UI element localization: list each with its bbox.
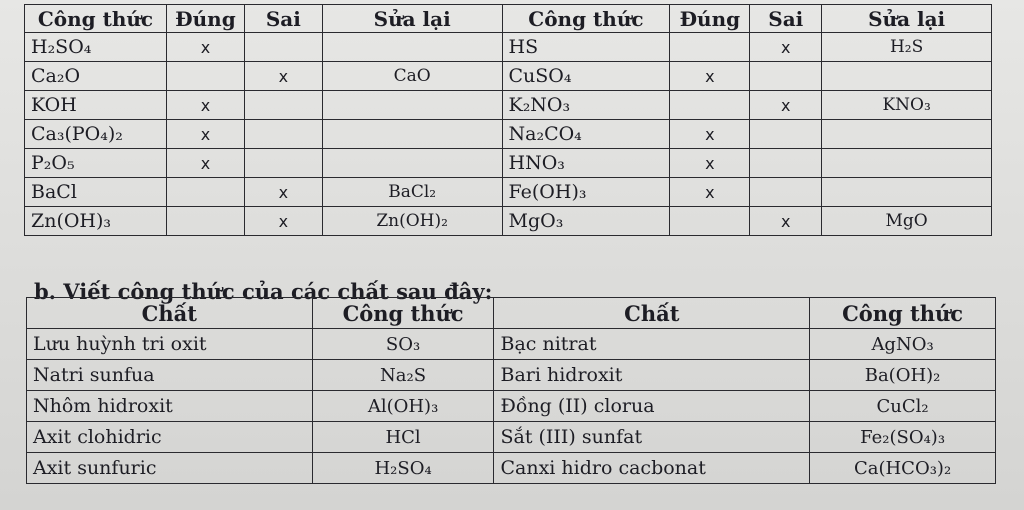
correction-cell bbox=[822, 178, 992, 207]
correct-mark bbox=[166, 178, 244, 207]
compound-formula-table bbox=[26, 297, 996, 484]
section-b-title: b. Viết công thức của các chất sau đây: bbox=[34, 279, 493, 304]
wrong-mark bbox=[750, 149, 822, 178]
wrong-mark: x bbox=[244, 207, 322, 236]
correction-cell: Zn(OH)₂ bbox=[322, 207, 502, 236]
header-wrong-right: Sai bbox=[750, 5, 822, 33]
table-row bbox=[25, 62, 992, 91]
header-fix-right: Sửa lại bbox=[822, 5, 992, 33]
table-row bbox=[27, 453, 996, 484]
correction-cell: CaO bbox=[322, 62, 502, 91]
substance-name: Đồng (II) clorua bbox=[494, 391, 810, 422]
correct-mark bbox=[670, 33, 750, 62]
wrong-mark bbox=[750, 62, 822, 91]
substance-formula: AgNO₃ bbox=[810, 329, 996, 360]
table-row bbox=[25, 33, 992, 62]
header-fix-left: Sửa lại bbox=[322, 5, 502, 33]
wrong-mark bbox=[750, 178, 822, 207]
correction-cell: BaCl₂ bbox=[322, 178, 502, 207]
wrong-mark: x bbox=[750, 91, 822, 120]
correct-mark: x bbox=[166, 91, 244, 120]
wrong-mark bbox=[244, 120, 322, 149]
wrong-mark bbox=[750, 120, 822, 149]
substance-formula: SO₃ bbox=[312, 329, 494, 360]
table-row bbox=[27, 360, 996, 391]
correction-cell bbox=[322, 149, 502, 178]
table-row bbox=[27, 329, 996, 360]
correct-mark: x bbox=[166, 149, 244, 178]
formula-cell: Fe(OH)₃ bbox=[502, 178, 670, 207]
table-row bbox=[25, 120, 992, 149]
table-row bbox=[27, 391, 996, 422]
table-header-row bbox=[25, 5, 992, 33]
formula-cell: Zn(OH)₃ bbox=[25, 207, 167, 236]
table-row bbox=[27, 422, 996, 453]
formula-cell: HS bbox=[502, 33, 670, 62]
wrong-mark bbox=[244, 149, 322, 178]
correction-cell bbox=[822, 149, 992, 178]
substance-name: Axit sunfuric bbox=[27, 453, 313, 484]
header-correct-right: Đúng bbox=[670, 5, 750, 33]
correction-cell bbox=[322, 120, 502, 149]
correct-mark bbox=[166, 62, 244, 91]
substance-formula: Na₂S bbox=[312, 360, 494, 391]
correct-mark: x bbox=[670, 178, 750, 207]
header-formula-right: Công thức bbox=[502, 5, 670, 33]
substance-name: Lưu huỳnh tri oxit bbox=[27, 329, 313, 360]
correction-cell bbox=[322, 33, 502, 62]
header-substance-left: Chất bbox=[27, 298, 313, 329]
substance-name: Sắt (III) sunfat bbox=[494, 422, 810, 453]
correct-mark: x bbox=[670, 149, 750, 178]
correct-mark bbox=[670, 91, 750, 120]
substance-formula: Al(OH)₃ bbox=[312, 391, 494, 422]
correct-mark: x bbox=[166, 120, 244, 149]
formula-cell: MgO₃ bbox=[502, 207, 670, 236]
header-wrong-left: Sai bbox=[244, 5, 322, 33]
substance-name: Nhôm hidroxit bbox=[27, 391, 313, 422]
correct-mark: x bbox=[670, 120, 750, 149]
substance-name: Bari hidroxit bbox=[494, 360, 810, 391]
substance-formula: CuCl₂ bbox=[810, 391, 996, 422]
substance-formula: HCl bbox=[312, 422, 494, 453]
correct-mark: x bbox=[670, 62, 750, 91]
substance-formula: Ca(HCO₃)₂ bbox=[810, 453, 996, 484]
correction-cell bbox=[322, 91, 502, 120]
substance-name: Axit clohidric bbox=[27, 422, 313, 453]
substance-formula: Fe₂(SO₄)₃ bbox=[810, 422, 996, 453]
correction-cell bbox=[822, 120, 992, 149]
header-substance-right: Chất bbox=[494, 298, 810, 329]
correction-cell bbox=[822, 62, 992, 91]
table-header-row bbox=[27, 298, 996, 329]
formula-cell: Ca₂O bbox=[25, 62, 167, 91]
formula-cell: H₂SO₄ bbox=[25, 33, 167, 62]
correction-cell: MgO bbox=[822, 207, 992, 236]
wrong-mark bbox=[244, 33, 322, 62]
formula-cell: KOH bbox=[25, 91, 167, 120]
formula-cell: P₂O₅ bbox=[25, 149, 167, 178]
table-row bbox=[25, 178, 992, 207]
wrong-mark: x bbox=[750, 33, 822, 62]
correction-cell: KNO₃ bbox=[822, 91, 992, 120]
substance-name: Natri sunfua bbox=[27, 360, 313, 391]
formula-check-table bbox=[24, 4, 992, 236]
table-row bbox=[25, 149, 992, 178]
correct-mark bbox=[670, 207, 750, 236]
formula-cell: BaCl bbox=[25, 178, 167, 207]
correct-mark: x bbox=[166, 33, 244, 62]
substance-name: Canxi hidro cacbonat bbox=[494, 453, 810, 484]
formula-cell: HNO₃ bbox=[502, 149, 670, 178]
wrong-mark bbox=[244, 91, 322, 120]
header-correct-left: Đúng bbox=[166, 5, 244, 33]
substance-name: Bạc nitrat bbox=[494, 329, 810, 360]
header-formula-left: Công thức bbox=[312, 298, 494, 329]
wrong-mark: x bbox=[244, 62, 322, 91]
wrong-mark: x bbox=[750, 207, 822, 236]
formula-cell: Na₂CO₄ bbox=[502, 120, 670, 149]
table-row bbox=[25, 207, 992, 236]
formula-cell: CuSO₄ bbox=[502, 62, 670, 91]
header-formula-left: Công thức bbox=[25, 5, 167, 33]
correction-cell: H₂S bbox=[822, 33, 992, 62]
wrong-mark: x bbox=[244, 178, 322, 207]
correct-mark bbox=[166, 207, 244, 236]
substance-formula: Ba(OH)₂ bbox=[810, 360, 996, 391]
table-row bbox=[25, 91, 992, 120]
substance-formula: H₂SO₄ bbox=[312, 453, 494, 484]
formula-cell: K₂NO₃ bbox=[502, 91, 670, 120]
header-formula-right: Công thức bbox=[810, 298, 996, 329]
formula-cell: Ca₃(PO₄)₂ bbox=[25, 120, 167, 149]
